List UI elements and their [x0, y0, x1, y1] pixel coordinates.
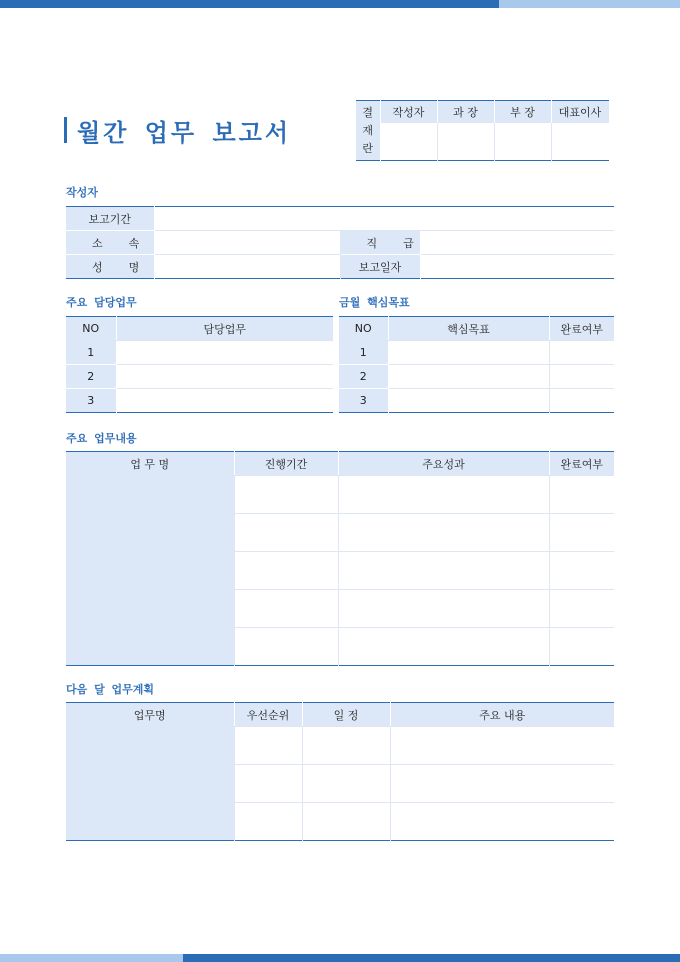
plan-content-cell[interactable] [390, 765, 614, 803]
plan-col-name: 업무명 [66, 703, 234, 727]
plan-priority-cell[interactable] [234, 765, 302, 803]
work-done-cell[interactable] [549, 590, 614, 628]
author-info-table [66, 206, 614, 279]
row-number: 3 [339, 389, 388, 413]
department-label: 소속 [66, 231, 154, 255]
table-row [66, 389, 333, 413]
approval-sign-row [356, 123, 609, 161]
approval-col-director: 부 장 [494, 101, 551, 123]
work-period-cell[interactable] [234, 552, 338, 590]
work-period-cell[interactable] [234, 590, 338, 628]
position-label: 직급 [340, 231, 420, 255]
work-col-name: 업 무 명 [66, 452, 234, 476]
bottom-accent-bar-dark [183, 954, 680, 962]
work-period-cell[interactable] [234, 628, 338, 666]
duties-table [66, 316, 333, 413]
plan-header-row [66, 703, 614, 727]
bottom-accent-bar-light [0, 954, 183, 962]
top-accent-bar-light [499, 0, 680, 8]
work-name-cell[interactable] [66, 514, 234, 552]
approval-col-manager: 과 장 [437, 101, 494, 123]
plan-col-priority: 우선순위 [234, 703, 302, 727]
work-name-cell[interactable] [66, 628, 234, 666]
work-table [66, 451, 614, 666]
duties-col-no: NO [66, 317, 116, 341]
work-name-cell[interactable] [66, 590, 234, 628]
table-row [66, 365, 333, 389]
duties-section-title: 주요 담당업무 [66, 296, 137, 309]
report-date-label: 보고일자 [340, 255, 420, 279]
duty-cell[interactable] [116, 341, 333, 365]
author-section-title: 작성자 [66, 186, 98, 199]
work-result-cell[interactable] [338, 552, 549, 590]
plan-name-cell[interactable] [66, 727, 234, 765]
report-period-label: 보고기간 [66, 207, 154, 231]
plan-col-content: 주요 내용 [390, 703, 614, 727]
work-period-cell[interactable] [234, 476, 338, 514]
plan-schedule-cell[interactable] [302, 727, 390, 765]
report-period-value[interactable] [154, 207, 614, 231]
row-number: 2 [339, 365, 388, 389]
work-section-title: 주요 업무내용 [66, 432, 137, 445]
duty-cell[interactable] [116, 389, 333, 413]
goals-col-no: NO [339, 317, 388, 341]
goals-header-row [339, 317, 614, 341]
plan-name-cell[interactable] [66, 765, 234, 803]
approval-sign-ceo[interactable] [551, 123, 609, 161]
work-period-cell[interactable] [234, 514, 338, 552]
goals-col-goal: 핵심목표 [388, 317, 549, 341]
work-done-cell[interactable] [549, 552, 614, 590]
work-done-cell[interactable] [549, 476, 614, 514]
plan-name-cell[interactable] [66, 803, 234, 841]
work-done-cell[interactable] [549, 514, 614, 552]
goal-cell[interactable] [388, 365, 549, 389]
report-date-value[interactable] [420, 255, 614, 279]
goals-table [339, 316, 614, 413]
work-name-cell[interactable] [66, 552, 234, 590]
page-title: 월간 업무 보고서 [77, 118, 291, 147]
approval-col-author: 작성자 [380, 101, 437, 123]
table-row [339, 389, 614, 413]
table-row [339, 365, 614, 389]
table-row [66, 514, 614, 552]
goal-cell[interactable] [388, 341, 549, 365]
work-result-cell[interactable] [338, 514, 549, 552]
table-row [339, 341, 614, 365]
table-row [66, 476, 614, 514]
name-label: 성명 [66, 255, 154, 279]
goals-col-done: 완료여부 [549, 317, 614, 341]
table-row [66, 727, 614, 765]
approval-label-char: 란 [362, 142, 374, 155]
top-accent-bar-dark [0, 0, 499, 8]
row-number: 3 [66, 389, 116, 413]
plan-content-cell[interactable] [390, 727, 614, 765]
table-row [66, 552, 614, 590]
name-value[interactable] [154, 255, 340, 279]
work-result-cell[interactable] [338, 628, 549, 666]
goals-section-title: 금월 핵심목표 [339, 296, 410, 309]
name-row [66, 255, 614, 279]
goal-cell[interactable] [388, 389, 549, 413]
page-title-block [64, 114, 291, 146]
work-col-done: 완료여부 [549, 452, 614, 476]
work-result-cell[interactable] [338, 590, 549, 628]
row-number: 1 [339, 341, 388, 365]
approval-table [356, 100, 610, 161]
plan-col-schedule: 일 정 [302, 703, 390, 727]
work-name-cell[interactable] [66, 476, 234, 514]
table-row [66, 590, 614, 628]
done-cell[interactable] [549, 341, 614, 365]
plan-content-cell[interactable] [390, 803, 614, 841]
duties-header-row [66, 317, 333, 341]
table-row [66, 765, 614, 803]
work-col-result: 주요성과 [338, 452, 549, 476]
table-row [66, 628, 614, 666]
approval-sign-author[interactable] [380, 123, 437, 161]
approval-label-char: 결 [362, 106, 374, 119]
approval-col-ceo: 대표이사 [551, 101, 609, 123]
done-cell[interactable] [549, 389, 614, 413]
table-row [66, 341, 333, 365]
duty-cell[interactable] [116, 365, 333, 389]
approval-label-char: 재 [362, 124, 374, 137]
approval-header-row [356, 101, 609, 123]
plan-schedule-cell[interactable] [302, 765, 390, 803]
plan-section-title: 다음 달 업무계획 [66, 683, 155, 696]
plan-priority-cell[interactable] [234, 727, 302, 765]
report-period-row [66, 207, 614, 231]
work-result-cell[interactable] [338, 476, 549, 514]
approval-sign-manager[interactable] [437, 123, 494, 161]
work-header-row [66, 452, 614, 476]
title-accent-bar [64, 117, 67, 143]
duties-col-duty: 담당업무 [116, 317, 333, 341]
approval-sign-director[interactable] [494, 123, 551, 161]
work-col-period: 진행기간 [234, 452, 338, 476]
position-value[interactable] [420, 231, 614, 255]
approval-label [356, 101, 380, 161]
row-number: 1 [66, 341, 116, 365]
work-done-cell[interactable] [549, 628, 614, 666]
done-cell[interactable] [549, 365, 614, 389]
plan-schedule-cell[interactable] [302, 803, 390, 841]
department-row [66, 231, 614, 255]
plan-priority-cell[interactable] [234, 803, 302, 841]
table-row [66, 803, 614, 841]
department-value[interactable] [154, 231, 340, 255]
plan-table [66, 702, 614, 841]
row-number: 2 [66, 365, 116, 389]
